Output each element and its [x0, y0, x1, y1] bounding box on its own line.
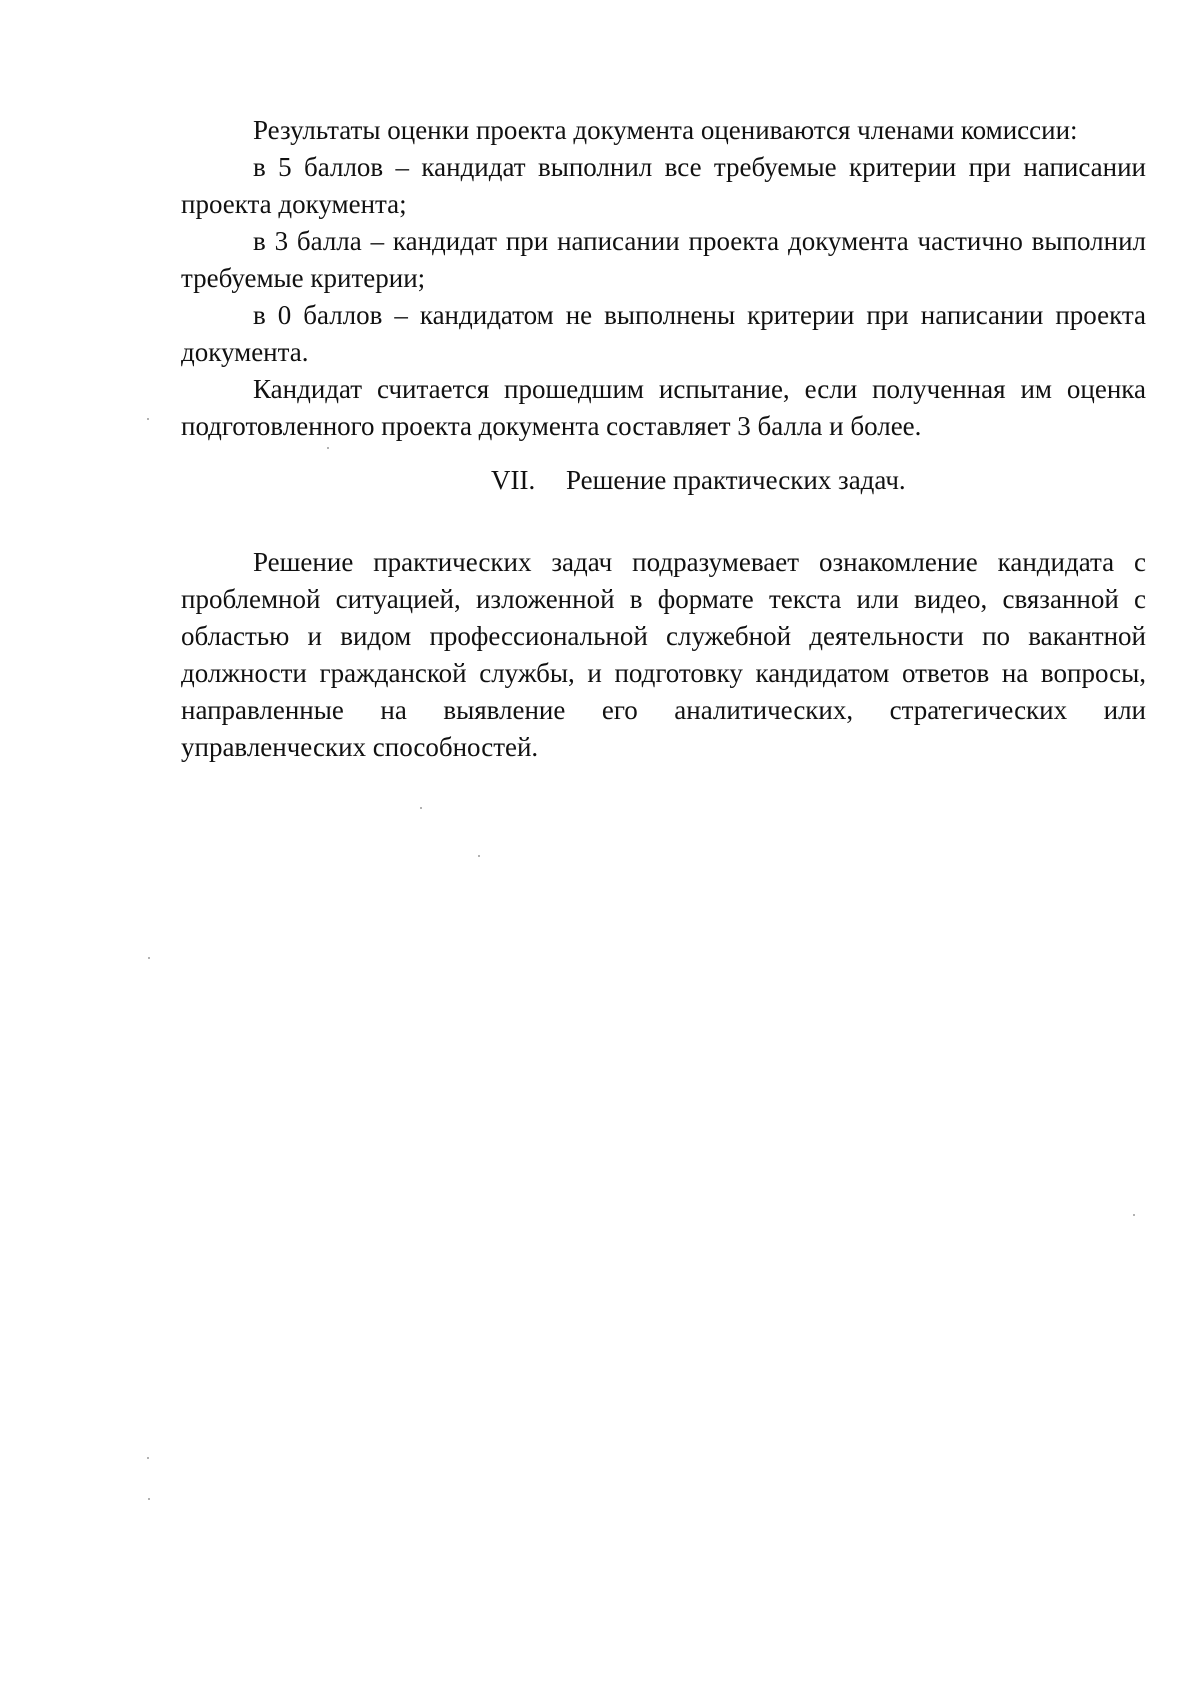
- scan-speck: [148, 957, 150, 959]
- paragraph-practical-tasks: Решение практических задач подразумевает ознакомление кандидата с проблемной ситуацией, изложенной в формате текста или видео, связанной с областью и видом профессиональной служебной деятельности по вакантной должности гражданской службы, и подготовку кандидатом ответов на вопросы, направленные на выявление его аналитических, стратегических или управленческих способностей.: [181, 547, 1146, 762]
- scan-speck: [148, 1498, 150, 1500]
- document-body: [181, 112, 1146, 766]
- paragraph-evaluation-intro: Результаты оценки проекта документа оцениваются членами комиссии:: [253, 115, 1078, 145]
- section-number: VII.: [491, 465, 536, 495]
- paragraph-score-5: в 5 баллов – кандидат выполнил все требуемые критерии при написании проекта документа;: [181, 152, 1146, 219]
- paragraph-score-3: в 3 балла – кандидат при написании проекта документа частично выполнил требуемые критерии;: [181, 226, 1146, 293]
- scan-speck: [1133, 1214, 1135, 1216]
- paragraph-pass-condition: Кандидат считается прошедшим испытание, если полученная им оценка подготовленного проекта документа составляет 3 балла и более.: [181, 374, 1146, 441]
- section-title: Решение практических задач.: [566, 465, 906, 495]
- paragraph-score-0: в 0 баллов – кандидатом не выполнены критерии при написании проекта документа.: [181, 300, 1146, 367]
- scan-speck: [420, 807, 422, 809]
- section-heading: [181, 462, 1146, 499]
- scan-speck: [147, 1457, 149, 1459]
- spacer: [181, 531, 1146, 544]
- scan-speck: [147, 418, 149, 420]
- scan-speck: [478, 855, 480, 857]
